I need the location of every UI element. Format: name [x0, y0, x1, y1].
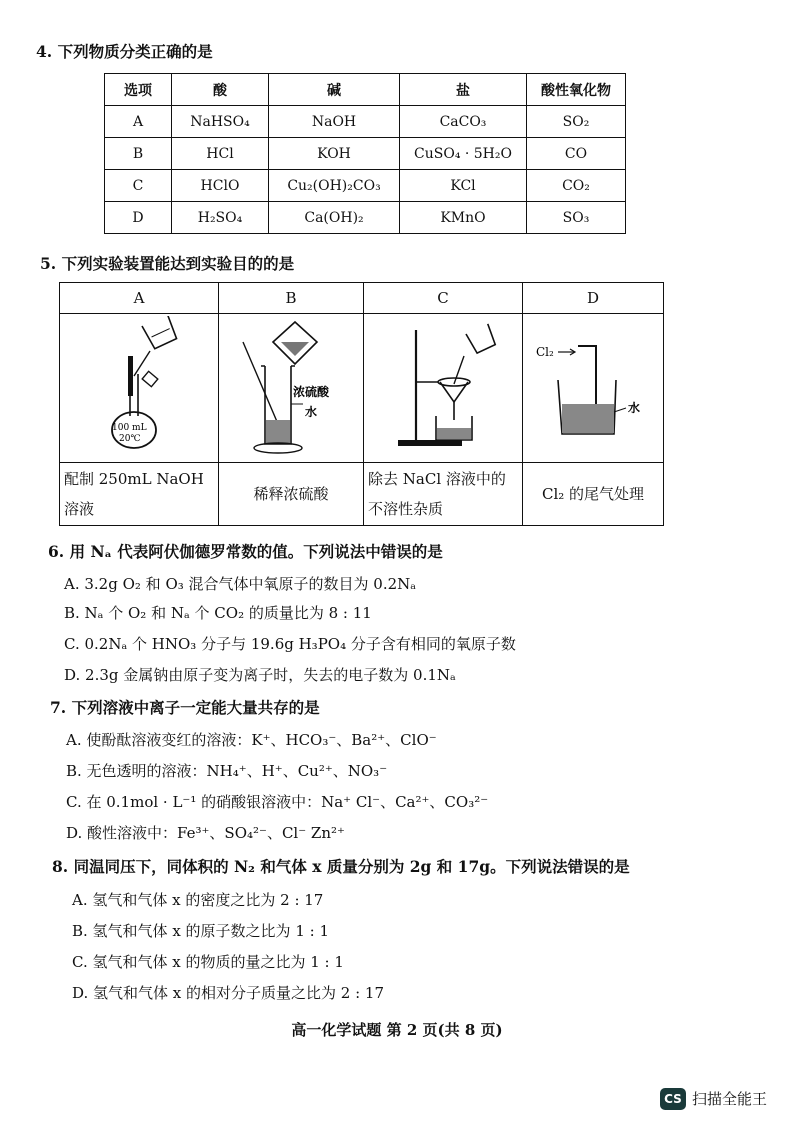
table-cell: KMnO	[400, 202, 527, 234]
q6-option-b: B. Nₐ 个 O₂ 和 Nₐ 个 CO₂ 的质量比为 8 : 11	[64, 604, 372, 622]
header-cell: 选项	[105, 74, 172, 106]
table-cell: NaOH	[269, 106, 400, 138]
header-cell: D	[523, 283, 664, 314]
table-cell: KOH	[269, 138, 400, 170]
header-cell: 盐	[400, 74, 527, 106]
header-cell: 酸性氧化物	[527, 74, 626, 106]
chlorine-label: Cl₂	[536, 345, 554, 359]
q6-option-c: C. 0.2Nₐ 个 HNO₃ 分子与 19.6g H₃PO₄ 分子含有相同的氧原子数	[64, 635, 516, 653]
header-cell: C	[364, 283, 523, 314]
q6-option-a: A. 3.2g O₂ 和 O₃ 混合气体中氧原子的数目为 0.2Nₐ	[64, 575, 417, 593]
table-cell: CaCO₃	[400, 106, 527, 138]
table-cell: NaHSO₄	[172, 106, 269, 138]
q6-option-d: D. 2.3g 金属钠由原子变为离子时，失去的电子数为 0.1Nₐ	[64, 666, 456, 684]
table-row	[105, 202, 626, 234]
q8-option-a: A. 氢气和气体 x 的密度之比为 2 : 17	[72, 891, 324, 909]
filtration-diagram	[368, 316, 518, 456]
table-cell: Ca(OH)₂	[269, 202, 400, 234]
apparatus-a-cell	[60, 314, 219, 463]
graduated-cylinder-diagram	[221, 316, 361, 456]
table-cell: SO₃	[527, 202, 626, 234]
q7-option-a: A. 使酚酞溶液变红的溶液：K⁺、HCO₃⁻、Ba²⁺、ClO⁻	[66, 731, 437, 749]
description-d: Cl₂ 的尾气处理	[523, 463, 664, 526]
description-b: 稀释浓硫酸	[219, 463, 364, 526]
flask-temperature-label: 20℃	[119, 434, 141, 444]
header-cell: B	[219, 283, 364, 314]
description-a: 配制 250mL NaOH 溶液	[60, 463, 219, 526]
q5-title: 5. 下列实验装置能达到实验目的的是	[40, 254, 295, 273]
table-row	[60, 314, 664, 463]
q7-option-b: B. 无色透明的溶液：NH₄⁺、H⁺、Cu²⁺、NO₃⁻	[66, 762, 388, 780]
q6-title: 6. 用 Nₐ 代表阿伏伽德罗常数的值。下列说法中错误的是	[48, 542, 443, 561]
table-cell: HCl	[172, 138, 269, 170]
camscanner-logo-icon: CS	[660, 1088, 686, 1110]
table-header-row	[105, 74, 626, 106]
table-cell: B	[105, 138, 172, 170]
page-footer: 高一化学试题 第 2 页(共 8 页)	[291, 1021, 503, 1039]
table-row	[105, 138, 626, 170]
q8-option-d: D. 氢气和气体 x 的相对分子质量之比为 2 : 17	[72, 984, 385, 1002]
table-cell: CO	[527, 138, 626, 170]
table-cell: CuSO₄ · 5H₂O	[400, 138, 527, 170]
q4-title: 4. 下列物质分类正确的是	[36, 42, 213, 61]
table-cell: C	[105, 170, 172, 202]
water-label-d: 水	[628, 401, 641, 415]
tail-gas-absorption-diagram	[528, 316, 658, 456]
header-cell: 酸	[172, 74, 269, 106]
q7-option-d: D. 酸性溶液中：Fe³⁺、SO₄²⁻、Cl⁻ Zn²⁺	[66, 824, 345, 842]
table-cell: Cu₂(OH)₂CO₃	[269, 170, 400, 202]
camscanner-label: 扫描全能王	[692, 1090, 768, 1108]
concentrated-acid-label: 浓硫酸	[293, 385, 330, 399]
apparatus-c-cell	[364, 314, 523, 463]
table-cell: SO₂	[527, 106, 626, 138]
q8-option-c: C. 氢气和气体 x 的物质的量之比为 1 : 1	[72, 953, 344, 971]
water-label-b: 水	[305, 405, 318, 419]
q7-title: 7. 下列溶液中离子一定能大量共存的是	[50, 698, 320, 717]
table-cell: KCl	[400, 170, 527, 202]
table-row	[60, 463, 664, 526]
description-c: 除去 NaCl 溶液中的不溶性杂质	[364, 463, 523, 526]
q4-classification-table	[104, 73, 626, 234]
q5-apparatus-table	[59, 282, 664, 526]
flask-volume-label: 100 mL	[112, 423, 147, 433]
table-cell: CO₂	[527, 170, 626, 202]
apparatus-d-cell	[523, 314, 664, 463]
table-row	[105, 170, 626, 202]
header-cell: A	[60, 283, 219, 314]
q8-title: 8. 同温同压下，同体积的 N₂ 和气体 x 质量分别为 2g 和 17g。下列说法错误的是	[52, 857, 630, 876]
table-cell: HClO	[172, 170, 269, 202]
table-cell: A	[105, 106, 172, 138]
table-cell: D	[105, 202, 172, 234]
apparatus-b-cell	[219, 314, 364, 463]
header-cell: 碱	[269, 74, 400, 106]
q8-option-b: B. 氢气和气体 x 的原子数之比为 1 : 1	[72, 922, 330, 940]
volumetric-flask-diagram	[64, 316, 214, 456]
q7-option-c: C. 在 0.1mol · L⁻¹ 的硝酸银溶液中：Na⁺ Cl⁻、Ca²⁺、CO₃²⁻	[66, 793, 489, 811]
table-cell: H₂SO₄	[172, 202, 269, 234]
table-header-row	[60, 283, 664, 314]
table-row	[105, 106, 626, 138]
